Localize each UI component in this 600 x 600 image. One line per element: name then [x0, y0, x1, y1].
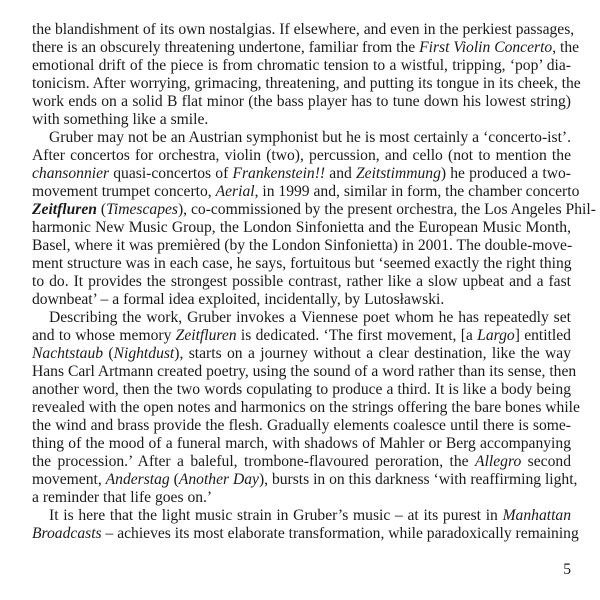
text-run: a reminder that life goes on.’ [32, 489, 213, 506]
text-run: to do. It provides the strongest possible contrast, rather like a slow upbeat and a fast [32, 273, 571, 290]
text-run: Gruber may not be an Austrian symphonist but he is most certainly a ‘concerto-ist’. [49, 129, 571, 146]
text-run: the wind and brass provide the flesh. Gradually elements coalesce until there is some- [32, 417, 571, 434]
italic-title: chansonnier [32, 165, 110, 182]
text-line [32, 255, 571, 273]
text-line [32, 57, 571, 75]
text-run: with something like a smile. [32, 111, 209, 128]
text-run: ( [103, 345, 114, 362]
text-line [32, 183, 580, 201]
text-run: revealed with the open notes and harmonics on the strings offering the bare bones while [32, 399, 580, 416]
text-run: is dedicated. ‘The first movement, [a [236, 327, 478, 344]
page-number: 5 [563, 561, 571, 578]
italic-title: Timescapes [106, 201, 178, 218]
text-run: , in 1999 and, similar in form, the chamber concerto [254, 183, 580, 200]
italic-title: Zeitstimmung [355, 165, 441, 182]
text-run: Basel, where it was premièred (by the London Sinfonietta) in 2001. The double-move- [32, 237, 573, 254]
text-run: It is here that the light music strain in Gruber’s music – at its purest in [49, 507, 503, 524]
text-run: ment structure was in each case, he says, fortuitous but ‘seemed exactly the right thing [32, 255, 572, 272]
text-line [32, 273, 571, 291]
italic-title: First Violin Concerto [419, 39, 553, 56]
text-line [32, 453, 571, 471]
text-run: ), co-commissioned by the present orchestra, the Los Angeles Phil- [177, 201, 596, 218]
text-run: the procession.’ After a baleful, trombone-flavoured peroration, the [32, 453, 476, 470]
text-line [32, 399, 580, 417]
italic-title: Aerial [215, 183, 255, 200]
text-line [32, 147, 571, 165]
text-run: harmonic New Music Group, the London Sinfonietta and the European Music Month, [32, 219, 571, 236]
text-run: Describing the work, Gruber invokes a Viennese poet whom he has repeatedly set [49, 309, 571, 326]
text-run: work ends on a solid B flat minor (the bass player has to tune down his lowest string) [32, 93, 571, 110]
text-line [32, 309, 571, 327]
text-run: ( [169, 471, 179, 488]
italic-title: Manhattan [502, 507, 571, 524]
text-line [32, 417, 571, 435]
text-run: ) he produced a two- [440, 165, 572, 182]
text-line [32, 291, 571, 309]
text-line [32, 435, 571, 453]
text-run: ), starts on a journey without a clear destination, like the way [174, 345, 572, 362]
text-run: and [325, 165, 356, 182]
text-run: thing of the mood of a funeral march, with shadows of Mahler or Berg accompanying [32, 435, 571, 452]
italic-title: Anderstag [105, 471, 170, 488]
text-line [32, 237, 571, 255]
text-line [32, 363, 577, 381]
text-run: movement, [32, 471, 106, 488]
text-line [32, 21, 575, 39]
text-run: second [521, 453, 571, 470]
italic-title: Allegro [475, 453, 522, 470]
text-line [32, 471, 578, 489]
text-line [32, 327, 571, 345]
paragraph [32, 129, 596, 309]
text-line [32, 75, 581, 93]
text-run: – achieves its most elaborate transformation, while paradoxically remaining [101, 525, 579, 542]
text-run: emotional drift of the piece is from chromatic tension to a wistful, tripping, ‘pop’ dia- [32, 57, 571, 74]
paragraph [32, 507, 579, 543]
italic-title: Zeitfluren [175, 327, 237, 344]
text-run: and to whose memory [32, 327, 176, 344]
italic-title: Nightdust [113, 345, 175, 362]
text-run: another word, then the two words copulating to produce a third. It is like a body being [32, 381, 571, 398]
text-line [32, 381, 571, 399]
italic-title: Largo [477, 327, 515, 344]
text-run: After concertos for orchestra, violin (two), percussion, and cello (not to mention the [32, 147, 571, 164]
paragraph [32, 21, 581, 129]
work-title-bold: Zeitfluren [32, 201, 97, 218]
text-line [32, 201, 596, 219]
text-line [32, 345, 571, 363]
document-page [32, 21, 596, 543]
text-run: Hans Carl Artmann created poetry, using the sound of a word rather than its sense, then [32, 363, 577, 380]
text-run: ), bursts in on this darkness ‘with reaffirming light, [258, 471, 578, 488]
italic-title: Frankenstein!! [232, 165, 326, 182]
text-run: , the [552, 39, 580, 56]
paragraph [32, 309, 580, 507]
text-run: tonicism. After worrying, grimacing, threatening, and putting its tongue in its cheek, the [32, 75, 581, 92]
text-run: ( [96, 201, 107, 218]
italic-title: Broadcasts [32, 525, 102, 542]
text-line [32, 507, 571, 525]
text-run: the blandishment of its own nostalgias. If elsewhere, and even in the perkiest passages, [32, 21, 575, 38]
text-line [32, 111, 571, 129]
text-run: there is an obscurely threatening undertone, familiar from the [32, 39, 420, 56]
text-line [32, 165, 571, 183]
text-line [32, 489, 571, 507]
text-run: quasi-concertos of [109, 165, 233, 182]
italic-title: Nachtstaub [32, 345, 104, 362]
text-line [32, 525, 579, 543]
text-line [32, 129, 571, 147]
text-line [32, 219, 571, 237]
text-line [32, 39, 580, 57]
text-run: ] entitled [514, 327, 571, 344]
italic-title: Another Day [178, 471, 259, 488]
text-run: movement trumpet concerto, [32, 183, 216, 200]
text-line [32, 93, 571, 111]
text-run: downbeat’ – a formal idea exploited, incidentally, by Lutosławski. [32, 291, 445, 308]
